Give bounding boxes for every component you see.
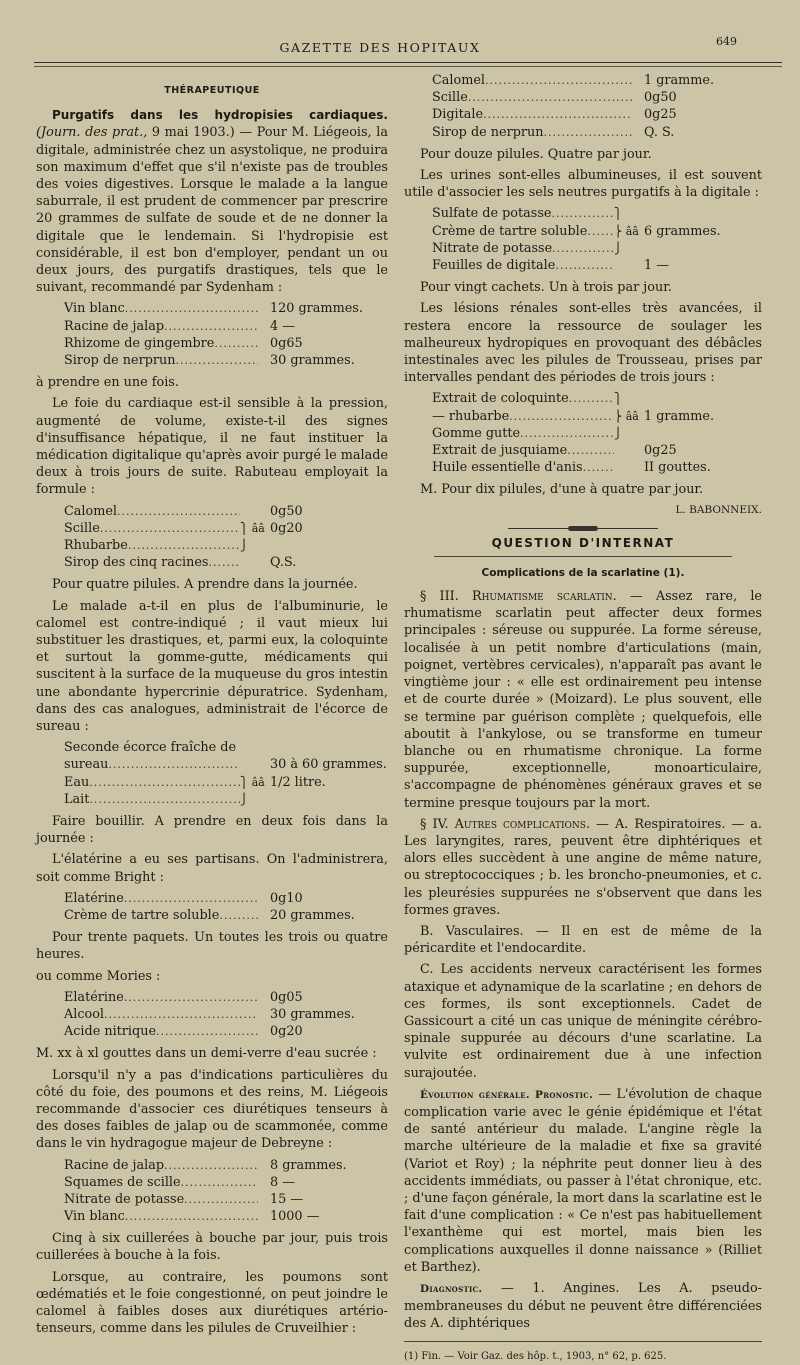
- header-rule-thin: [34, 66, 782, 67]
- prescription-line: [36, 907, 388, 924]
- article-lead: Purgatifs dans les hydropisies cardiaques.: [52, 108, 388, 123]
- prescription-line: [36, 1006, 388, 1023]
- ingredient-name: Feuilles de digitale: [432, 257, 556, 273]
- paragraph: Les lésions rénales sont-elles très avancées, il restera encore la ressource de soulager les malheureux hydropiques en provoquant des débâcles intestinales avec les pilules de Trousseau, prises par intervalles pendant des périodes de trois jours :: [404, 301, 762, 386]
- article-title: Complications de la scarlatine (1).: [481, 566, 685, 579]
- prescription-line: [404, 106, 762, 123]
- prescription-line: [36, 1023, 388, 1040]
- footnote: (1) Fin. — Voir Gaz. des hôp. t., 1903, n° 62, p. 625.: [404, 1350, 667, 1362]
- prescription-line: [36, 1208, 388, 1225]
- leader-dots: [125, 1208, 258, 1225]
- leader-dots: [100, 520, 240, 537]
- prescription-3: [36, 739, 388, 808]
- ingredient-quantity: Q. S.: [644, 124, 675, 140]
- ingredient-name: Calomel: [64, 503, 118, 519]
- paragraph-heading: § III. Rhumatisme scarlatin.: [420, 589, 617, 605]
- rx9-note: M. Pour dix pilules, d'une à quatre par jour.: [420, 482, 704, 498]
- prescription-8: [404, 205, 762, 274]
- ingredient-name: Vin blanc: [64, 301, 125, 317]
- leader-dots: [124, 989, 258, 1006]
- paragraph-heading: Évolution générale. Pronostic.: [420, 1088, 594, 1101]
- leader-dots: [156, 1023, 258, 1040]
- rx8-note: Pour vingt cachets. Un à trois par jour.: [420, 280, 672, 296]
- brace: ⎫ ââ: [240, 521, 265, 535]
- ingredient-name: Calomel: [432, 72, 486, 88]
- ingredient-quantity: 0g50: [270, 503, 303, 519]
- leader-dots: [104, 1006, 258, 1023]
- leader-dots: [124, 890, 258, 907]
- paragraph: § III. Rhumatisme scarlatin. — Assez rare, le rhumatisme scarlatin peut affecter deux formes principales : séreuse ou suppurée. La forme séreuse, localisée à un petit nombre d'articulations (main, poignet, vertèbres cervicales), n'apparaît pas avant le vingtième jour : « elle est ordinairement peu intense et de courte durée » (Moizard). Le plus souvent, elle se termine par guérison complète ; quelquefois, elle aboutit à l'ankylose, ou se transforme en tumeur blanche ou en rhumatisme chronique. La forme suppurée, exceptionnelle, monoarticulaire, s'accompagne de phénomènes généraux graves et se termine presque toujours par la mort.: [404, 589, 762, 811]
- prescription-line: [404, 240, 762, 257]
- prescription-line: [36, 989, 388, 1006]
- section-divider: [404, 528, 762, 529]
- prescription-line: [36, 503, 388, 520]
- leader-dots: [520, 425, 614, 442]
- article-intro: [36, 107, 388, 296]
- paragraph: Lorsqu'il n'y a pas d'indications particulières du côté du foie, des poumons et des reins, M. Liégeois recommande d'associer ces diurétiques tenseurs à des doses faibles de jalap ou de scammonée, comme dans le vin hydragogue majeur de Debreyne :: [36, 1067, 388, 1152]
- ingredient-quantity: 6 grammes.: [644, 223, 721, 239]
- prescription-line: [36, 890, 388, 907]
- left-column: [36, 72, 388, 1341]
- section-title: THÉRAPEUTIQUE: [164, 85, 260, 96]
- ingredient-name: Extrait de jusquiame: [432, 442, 568, 458]
- ingredient-quantity: 0g20: [270, 1024, 303, 1040]
- ingredient-name: Alcool: [64, 1006, 105, 1022]
- leader-dots: [128, 537, 240, 554]
- leader-dots: [219, 907, 258, 924]
- page-number: 649: [716, 35, 737, 48]
- paragraph: Lorsque, au contraire, les poumons sont œdématiés et le foie congestionné, on peut joindre le calomel à faibles doses aux diurétiques artério-tenseurs, comme dans les pilules de Cruveilhier :: [36, 1269, 388, 1337]
- prescription-7: [404, 72, 762, 141]
- prescription-6: [36, 1157, 388, 1226]
- leader-dots: [164, 1157, 258, 1174]
- prescription-line: [36, 352, 388, 369]
- brace: ⎫ ââ: [240, 775, 265, 789]
- title-rule: [434, 556, 732, 557]
- paragraph: Évolution générale. Pronostic. — L'évolution de chaque complication varie avec le génie épidémique et l'état de santé antérieur du malade. L'angine règle la marche ultérieure de la maladie et fixe sa gravité (Variot et Roy) ; la néphrite peut donner lieu à des accidents immédiats, ou passer à l'état chronique, etc. ; d'une façon générale, la mort dans la scarlatine est le fait d'une complication : « Ce n'est pas habituellement l'exanthème qui est mortel, mais bien les complications auxquelles il donne naissance » (Rilliet et Barthez).: [404, 1086, 762, 1275]
- article-text: 9 mai 1903.) — Pour M. Liégeois, la digitale, administrée chez un asystolique, ne produira son maximum d'effet que s'il n'existe pas de troubles des voies digestives. Lorsque le malade a la langue saburrale, il est prudent de commencer par prescrire 20 grammes de sulfate de soude et de ne donner la digitale que le lendemain. Si l'hydropisie est considérable, il est bon d'employer, pendant un ou deux jours, des purgatifs drastiques, tels que le suivant, recommandé par Sydenham :: [36, 125, 388, 296]
- ingredient-quantity: 1 gramme.: [644, 72, 715, 88]
- ingredient-quantity: 0g50: [644, 90, 677, 106]
- brace: ⎫: [614, 392, 623, 406]
- prescription-line: [404, 408, 762, 425]
- author-signature: L. BABONNEIX.: [675, 504, 762, 517]
- paragraph: § IV. Autres complications. — A. Respiratoires. — a. Les laryngites, rares, peuvent être diphtériques et alors elles succèdent à une angine de même nature, ou streptococciques ; b. les broncho-pneumonies, et c. les pleurésies suppurées ne s'observent que dans les formes graves.: [404, 816, 762, 918]
- brace: ⎭: [614, 426, 623, 440]
- ingredient-name: Acide nitrique: [64, 1024, 157, 1040]
- paragraph-heading: Diagnostic.: [420, 1283, 483, 1295]
- prescription-line: [404, 257, 762, 274]
- ingredient-name: sureau: [64, 757, 109, 773]
- prescription-5: [36, 989, 388, 1041]
- ingredient-quantity: 1/2 litre.: [270, 774, 326, 790]
- paragraph: Le malade a-t-il en plus de l'albuminurie, le calomel est contre-indiqué ; il vaut mieux lui substituer les drastiques, et, parmi eux, la coloquinte et surtout la gomme-gutte, médicaments qui suscitent à la surface de la muqueuse du gros intestin une abondante hypercrinie dépuratrice. Sydenham, dans des cas analogues, administrait de l'écorce de sureau :: [36, 598, 388, 734]
- ingredient-quantity: 0g65: [270, 335, 303, 351]
- leader-dots: [483, 106, 632, 123]
- ingredient-quantity: 15 —: [270, 1191, 304, 1207]
- prescription-line: [404, 89, 762, 106]
- ingredient-name: Elatérine: [64, 890, 124, 906]
- brace: ⎭: [614, 241, 623, 255]
- ingredient-quantity: 0g10: [270, 890, 303, 906]
- prescription-line: [36, 520, 388, 537]
- ingredient-name: Eau: [64, 774, 90, 790]
- ingredient-name: Elatérine: [64, 989, 124, 1005]
- paragraph: Le foie du cardiaque est-il sensible à la pression, augmenté de volume, existe-t-il des signes d'insuffisance hépatique, il ne faut instituer la médication digitalique qu'après avoir purgé le malade deux à trois jours de suite. Rabuteau employait la formule :: [36, 396, 388, 498]
- prescription-line: [404, 223, 762, 240]
- ingredient-name: Sirop des cinq racines: [64, 555, 209, 571]
- prescription-line: [404, 390, 762, 407]
- prescription-line: [404, 442, 762, 459]
- leader-dots: [176, 352, 259, 369]
- brace: ⎬ ââ: [614, 409, 639, 423]
- article-source: (Journ. des prat.,: [36, 125, 148, 141]
- leader-dots: [164, 318, 258, 335]
- leader-dots: [209, 554, 241, 571]
- leader-dots: [181, 1174, 258, 1191]
- ingredient-name: — rhubarbe: [432, 408, 510, 424]
- ingredient-name: Nitrate de potasse: [64, 1191, 185, 1207]
- prescription-line: [36, 537, 388, 554]
- ingredient-quantity: 8 —: [270, 1174, 296, 1190]
- brace: ⎭: [240, 792, 249, 806]
- leader-dots: [184, 1191, 258, 1208]
- paragraph: Cinq à six cuillerées à bouche par jour, puis trois cuillerées à bouche à la fois.: [36, 1231, 388, 1264]
- ingredient-name: Sulfate de potasse: [432, 206, 552, 222]
- rx5-note: M. xx à xl gouttes dans un demi-verre d'eau sucrée :: [36, 1046, 377, 1062]
- prescription-line: [36, 554, 388, 571]
- prescription-4: [36, 890, 388, 924]
- ingredient-name: Extrait de coloquinte: [432, 391, 569, 407]
- rx1-note: à prendre en une fois.: [36, 375, 179, 391]
- leader-dots: [89, 774, 240, 791]
- ingredient-quantity: 0g25: [644, 107, 677, 123]
- leader-dots: [89, 791, 240, 808]
- prescription-line: [404, 425, 762, 442]
- ingredient-quantity: 30 grammes.: [270, 352, 355, 368]
- ingredient-name: Squames de scille: [64, 1174, 181, 1190]
- paragraph: L'élatérine a eu ses partisans. On l'administrera, soit comme Bright :: [36, 852, 388, 885]
- ingredient-name: Digitale: [432, 107, 484, 123]
- ingredient-name: Seconde écorce fraîche de: [64, 740, 237, 756]
- ingredient-quantity: 1 gramme.: [644, 408, 715, 424]
- leader-dots: [551, 205, 614, 222]
- prescription-line: [36, 791, 388, 808]
- prescription-line: [404, 72, 762, 89]
- ingredient-quantity: 4 —: [270, 318, 296, 334]
- leader-dots: [117, 503, 240, 520]
- header-rule: [34, 62, 782, 63]
- prescription-line: [36, 1157, 388, 1174]
- rx4-note: Pour trente paquets. Un toutes les trois ou quatre heures.: [36, 930, 388, 963]
- ingredient-name: Racine de jalap: [64, 1157, 165, 1173]
- journal-title: GAZETTE DES HOPITAUX: [279, 40, 481, 55]
- paragraph: ou comme Mories :: [36, 968, 161, 984]
- leader-dots: [555, 257, 614, 274]
- prescription-line: [36, 335, 388, 352]
- prescription-line: [36, 318, 388, 335]
- leader-dots: [509, 408, 614, 425]
- ingredient-name: Crème de tartre soluble: [64, 907, 220, 923]
- ingredient-name: Rhubarbe: [64, 537, 128, 553]
- ingredient-quantity: 120 grammes.: [270, 301, 363, 317]
- leader-dots: [567, 442, 614, 459]
- prescription-line: [36, 1174, 388, 1191]
- leader-dots: [544, 124, 633, 141]
- ingredient-name: Gomme gutte: [432, 425, 521, 441]
- leader-dots: [468, 89, 632, 106]
- ingredient-quantity: 30 à 60 grammes.: [270, 757, 387, 773]
- prescription-line: [404, 459, 762, 476]
- leader-dots: [485, 72, 632, 89]
- ingredient-name: Sirop de nerprun: [432, 124, 544, 140]
- ingredient-quantity: 1000 —: [270, 1209, 320, 1225]
- ingredient-name: Nitrate de potasse: [432, 240, 553, 256]
- paragraph: Diagnostic. — 1. Angines. Les A. pseudo-membraneuses du début ne peuvent être différenciées des A. diphtériques: [404, 1281, 762, 1332]
- rx3-note: Faire bouillir. A prendre en deux fois dans la journée :: [36, 813, 388, 847]
- prescription-line: [404, 124, 762, 141]
- prescription-line: [36, 756, 388, 773]
- ingredient-quantity: 30 grammes.: [270, 1006, 355, 1022]
- ingredient-quantity: 0g05: [270, 989, 303, 1005]
- ingredient-name: Scille: [432, 90, 468, 106]
- paragraph: C. Les accidents nerveux caractérisent les formes ataxique et adynamique de la scarlatine ; en dehors de ces formes, ils sont exceptionnels. Cadet de Gassicourt a cité un cas unique de méningite cérébro-spinale suppurée au décours d'une scarlatine. La vulvite est ordinairement due à une infection surajoutée.: [404, 962, 762, 1081]
- ingredient-quantity: 1 —: [644, 257, 670, 273]
- leader-dots: [583, 459, 614, 476]
- ingredient-name: Scille: [64, 520, 100, 536]
- right-column: [404, 72, 762, 1365]
- ingredient-quantity: Q.S.: [270, 555, 297, 571]
- ingredient-name: Rhizome de gingembre: [64, 335, 215, 351]
- paragraph: B. Vasculaires. — Il en est de même de la péricardite et l'endocardite.: [404, 923, 762, 957]
- ingredient-name: Crème de tartre soluble: [432, 223, 588, 239]
- ingredient-quantity: 20 grammes.: [270, 907, 355, 923]
- brace: ⎫: [614, 207, 623, 221]
- prescription-line: [404, 205, 762, 222]
- ingredient-name: Racine de jalap: [64, 318, 165, 334]
- page-header: [0, 0, 800, 70]
- ingredient-name: Sirop de nerprun: [64, 352, 176, 368]
- paragraph-heading: § IV. Autres complications.: [420, 816, 591, 832]
- prescription-9: [404, 390, 762, 476]
- leader-dots: [587, 223, 614, 240]
- brace: ⎬ ââ: [614, 224, 639, 238]
- prescription-line: [36, 774, 388, 791]
- ingredient-quantity: 0g25: [644, 442, 677, 458]
- ingredient-quantity: II gouttes.: [644, 460, 711, 476]
- ingredient-quantity: 8 grammes.: [270, 1157, 347, 1173]
- prescription-line: [36, 1191, 388, 1208]
- leader-dots: [214, 335, 258, 352]
- prescription-2: [36, 503, 388, 572]
- leader-dots: [108, 756, 240, 773]
- leader-dots: [552, 240, 614, 257]
- leader-dots: [125, 300, 258, 317]
- paragraph: Les urines sont-elles albumineuses, il est souvent utile d'associer les sels neutres purgatifs à la digitale :: [404, 167, 762, 201]
- rx2-note: Pour quatre pilules. A prendre dans la journée.: [52, 577, 358, 593]
- leader-dots: [569, 390, 614, 407]
- ingredient-quantity: 0g20: [270, 520, 303, 536]
- ingredient-name: Huile essentielle d'anis: [432, 460, 583, 476]
- prescription-1: [36, 300, 388, 369]
- section-title: QUESTION D'INTERNAT: [491, 535, 675, 550]
- footnote-rule: [404, 1341, 762, 1342]
- ingredient-name: Lait: [64, 791, 90, 807]
- ingredient-name: Vin blanc: [64, 1209, 125, 1225]
- brace: ⎭: [240, 538, 249, 552]
- prescription-line: [36, 739, 388, 756]
- prescription-line: [36, 300, 388, 317]
- rx7-note: Pour douze pilules. Quatre par jour.: [420, 146, 652, 162]
